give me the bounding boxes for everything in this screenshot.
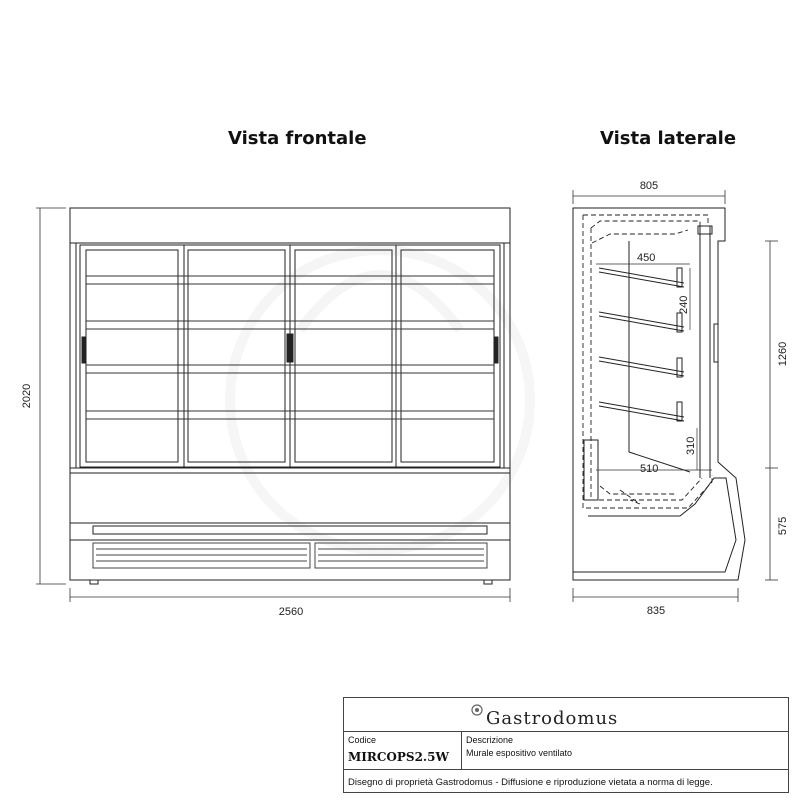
door-handle-left — [82, 337, 86, 363]
side-view-title: Vista laterale — [600, 128, 737, 149]
shelf-spacing-label: 240 — [678, 295, 690, 314]
side-dimension-lines — [573, 190, 778, 602]
watermark-logo — [230, 250, 530, 550]
brand-name: Gastrodomus — [486, 708, 619, 729]
door-handle-right — [494, 337, 498, 363]
side-top-depth-label: 805 — [639, 180, 659, 192]
side-upper-height-label: 1260 — [777, 341, 789, 367]
side-handle — [714, 324, 718, 362]
code-label: Codice — [348, 735, 377, 745]
title-block-logo-row — [344, 698, 788, 732]
door-handle-center — [287, 334, 293, 362]
description-label: Descrizione — [466, 735, 514, 745]
shelf-depth-label: 450 — [637, 252, 656, 264]
side-shelves — [584, 241, 690, 500]
product-code: MIRCOPS2.5W — [348, 750, 449, 764]
code-cell — [344, 732, 462, 770]
product-description: Murale espositivo ventilato — [466, 748, 573, 758]
title-block — [343, 697, 789, 793]
front-grille-top — [93, 526, 487, 534]
front-view-title: Vista frontale — [228, 128, 367, 149]
copyright-notice: Disegno di proprietà Gastrodomus - Diffusione e riproduzione vietata a norma di legge. — [348, 777, 713, 788]
side-bottom-depth-label: 835 — [646, 605, 666, 617]
front-height-label: 2020 — [21, 383, 33, 409]
front-width-label: 2560 — [278, 606, 304, 618]
description-cell — [462, 732, 788, 770]
base-height-label: 310 — [685, 436, 697, 455]
base-depth-label: 510 — [640, 463, 659, 475]
gastrodomus-logo-icon — [471, 704, 483, 716]
side-lower-height-label: 575 — [777, 516, 789, 536]
